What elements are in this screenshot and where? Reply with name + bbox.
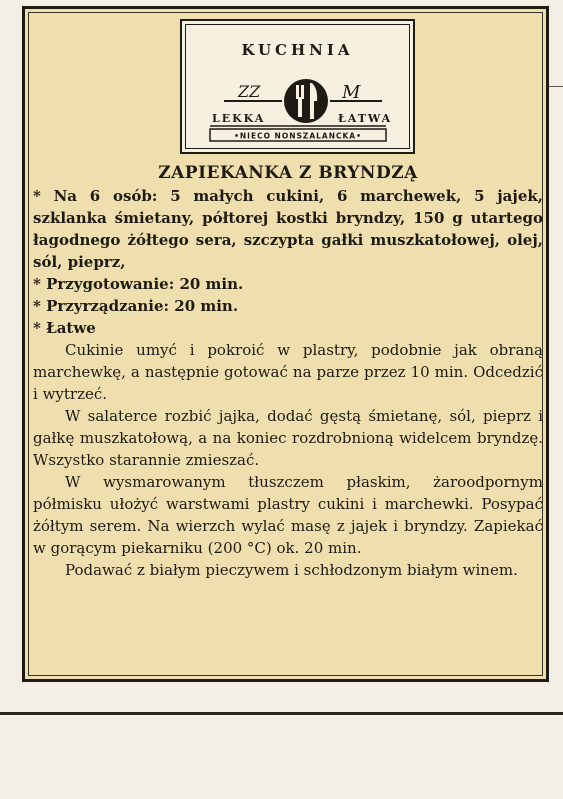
cutlery-emblem-icon — [190, 71, 405, 151]
logo-ribbon-text: •NIECO NONSZALANCKA• — [234, 131, 362, 141]
cooking-time: * Przyrządzanie: 20 min. — [33, 297, 239, 315]
recipe-steps — [33, 339, 543, 581]
fork-tine-icon — [301, 85, 304, 99]
logo-script-right: M — [342, 82, 361, 103]
step-paragraph: W salaterce rozbić jajka, dodać gęstą śmietanę, sól, pieprz i gałkę muszkatołową, a na koniec rozdrobnioną widelcem bryndzę. Wszystko starannie zmieszać. — [33, 407, 543, 469]
logo-title: KUCHNIA — [241, 41, 354, 59]
step-paragraph: Cukinie umyć i pokroić w plastry, podobnie jak obraną marchewkę, a następnie gotować na parze przez 10 min. Odcedzić i wytrzeć. — [33, 341, 543, 403]
fork-handle-icon — [298, 97, 302, 117]
logo-script-left: ZZ — [238, 82, 261, 101]
recipe-body — [33, 161, 543, 581]
recipe-facts — [33, 185, 543, 339]
logo-word-right: ŁATWA — [338, 112, 393, 125]
recipe-title: ZAPIEKANKA Z BRYNDZĄ — [158, 163, 418, 183]
logo-circle-icon — [284, 79, 328, 123]
side-tick-mark — [549, 86, 563, 87]
kuchnia-logo — [180, 19, 415, 154]
bottom-rule — [0, 712, 563, 715]
step-paragraph: W wysmarowanym tłuszczem płaskim, żaroodpornym półmisku ułożyć warstwami plastry cukini i marchewki. Posypać żółtym serem. Na wierzch wylać masę z jajek i bryndzy. Zapiekać w gorącym piekarniku (200 °C) ok. 20 min. — [33, 473, 543, 557]
ingredients-line: * Na 6 osób: 5 małych cukini, 6 marchewek, 5 jajek, szklanka śmietany, półtorej kostki bryndzy, 150 g utartego łagodnego żółtego sera, szczypta gałki muszkatołowej, olej, sól, pieprz, — [33, 187, 543, 271]
fork-tine-icon — [296, 85, 299, 99]
difficulty-level: * Łatwe — [33, 319, 96, 337]
preparation-time: * Przygotowanie: 20 min. — [33, 275, 244, 293]
logo-word-left: LEKKA — [212, 112, 266, 125]
step-paragraph: Podawać z białym pieczywem i schłodzonym białym winem. — [65, 561, 518, 579]
recipe-card — [22, 6, 549, 682]
